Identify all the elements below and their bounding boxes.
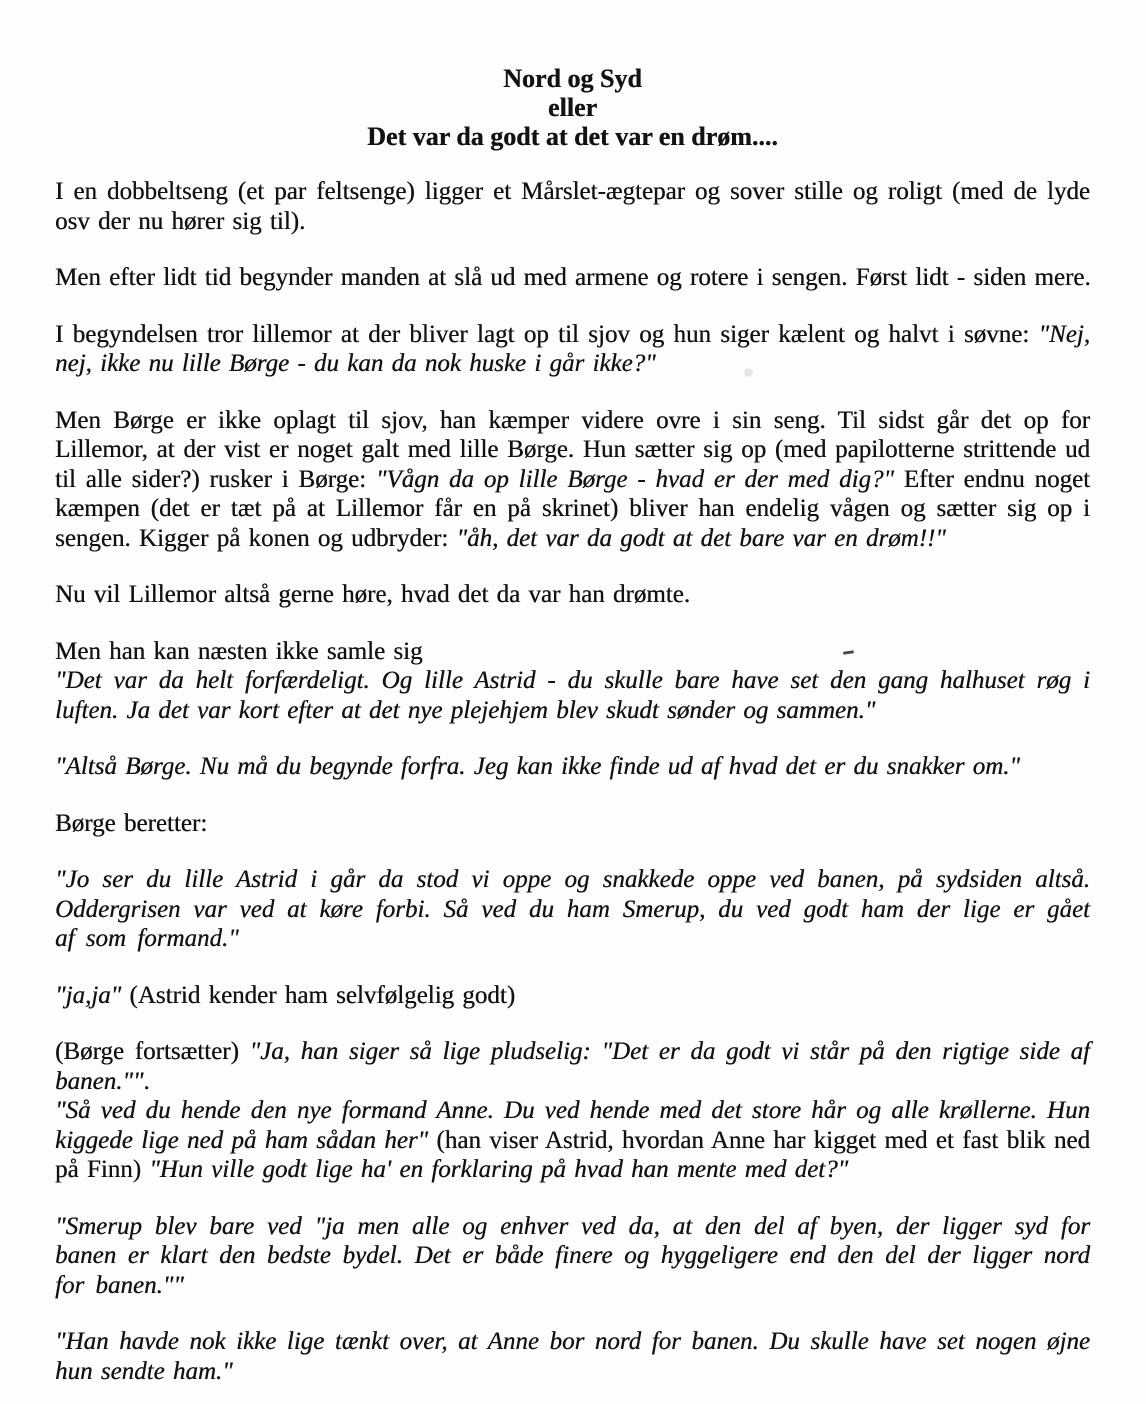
text-run-italic: "Vågn da op lille Børge - hvad er der med dig?" xyxy=(375,465,894,493)
paragraph xyxy=(55,752,1090,782)
text-run-italic: "Jo ser du lille Astrid i går da stod vi oppe og snakkede oppe ved banen, på sydsiden altså. Oddergrisen var ved at køre forbi. Så ved du ham Smerup, du ved godt ham der lige er gået af som formand." xyxy=(55,866,1090,952)
paragraph xyxy=(55,1037,1090,1185)
title-line-main: Nord og Syd xyxy=(503,64,642,93)
paragraph xyxy=(55,406,1090,554)
text-run: Men Børge er ikke oplagt til sjov, han kæmper videre ovre i sin seng. Til sidst går det op for Lillemor, at der vist er noget galt med lille Børge. Hun sætter sig op (med papilotterne strittende ud til alle sider?) rusker i Børge: xyxy=(55,406,1090,493)
text-run-italic: "Så ved du hende den nye formand Anne. Du ved hende med det store hår og alle krøllerne. Hun kiggede lige ned på ham sådan her" xyxy=(55,1097,1090,1154)
text-run-italic: "åh, det var da godt at det bare var en drøm!!" xyxy=(456,524,946,552)
text-run: Men han kan næsten ikke samle sig xyxy=(55,637,423,665)
scan-artifact-smudge xyxy=(744,368,753,377)
text-run-italic: "Det var da helt forfærdeligt. Og lille Astrid - du skulle bare have set den gang halhuset røg i luften. Ja det var kort efter at det nye plejehjem blev skudt sønder og sammen." xyxy=(55,667,1090,724)
document-title xyxy=(55,64,1090,151)
text-run: (Astrid kender ham selvfølgelig godt) xyxy=(121,981,516,1009)
paragraph xyxy=(55,320,1090,379)
text-run-italic: "Han havde nok ikke lige tænkt over, at Anne bor nord for banen. Du skulle have set nogen øjne hun sendte ham." xyxy=(55,1328,1090,1385)
text-run: Nu vil Lillemor altså gerne høre, hvad det da var han drømte. xyxy=(55,581,690,608)
text-run: (Børge fortsætter) xyxy=(55,1038,250,1065)
text-run-italic: "ja,ja" xyxy=(55,981,122,1009)
document-body xyxy=(55,177,1090,1386)
text-run: (han viser Astrid, hvordan Anne har kigget med et fast blik ned på Finn) xyxy=(55,1126,1090,1183)
paragraph xyxy=(55,1327,1090,1386)
text-run-italic: "Nej, nej, ikke nu lille Børge - du kan da nok huske i går ikke?" xyxy=(55,320,1090,377)
text-run-italic: "Altså Børge. Nu må du begynde forfra. Jeg kan ikke finde ud af hvad det er du snakker om." xyxy=(55,753,1020,780)
text-run: Børge beretter: xyxy=(55,809,208,837)
paragraph xyxy=(55,981,1090,1011)
text-run-italic: "Ja, han siger så lige pludselig: "Det er da godt vi står på den rigtige side af banen."" xyxy=(55,1038,1090,1095)
text-run-italic: "Smerup blev bare ved "ja men alle og enhver ved da, at den del af byen, der ligger syd for banen er klart den bedste bydel. Det er både finere og hyggeligere end den del der ligger nord for banen."" xyxy=(55,1212,1090,1299)
title-line-subtitle: Det var da godt at det var en drøm.... xyxy=(367,122,778,151)
paragraph xyxy=(55,177,1090,236)
paragraph xyxy=(55,865,1090,954)
paragraph xyxy=(55,580,1090,610)
text-run: I en dobbeltseng (et par feltsenge) ligger et Mårslet-ægtepar og sover stille og roligt (med de lyde osv der nu hører sig til). xyxy=(55,178,1090,235)
text-run: Efter endnu noget kæmpen (det er tæt på at Lillemor får en på skrinet) bliver han endelig vågen og sætter sig op i sengen. Kigger på konen og udbryder: xyxy=(55,465,1091,552)
paragraph xyxy=(55,809,1090,839)
paragraph xyxy=(55,1212,1090,1301)
text-run: Men efter lidt tid begynder manden at slå ud med armene og rotere i sengen. Først lidt - siden mere. xyxy=(55,264,1091,291)
paragraph xyxy=(55,263,1090,293)
text-run: . xyxy=(143,1067,150,1095)
text-run-italic: "Hun ville godt lige ha' en forklaring på hvad han mente med det?" xyxy=(149,1156,849,1183)
title-line-eller: eller xyxy=(547,93,598,122)
paragraph xyxy=(55,637,1090,726)
text-run: I begyndelsen tror lillemor at der bliver lagt op til sjov og hun siger kælent og halvt i søvne: xyxy=(55,320,1039,348)
